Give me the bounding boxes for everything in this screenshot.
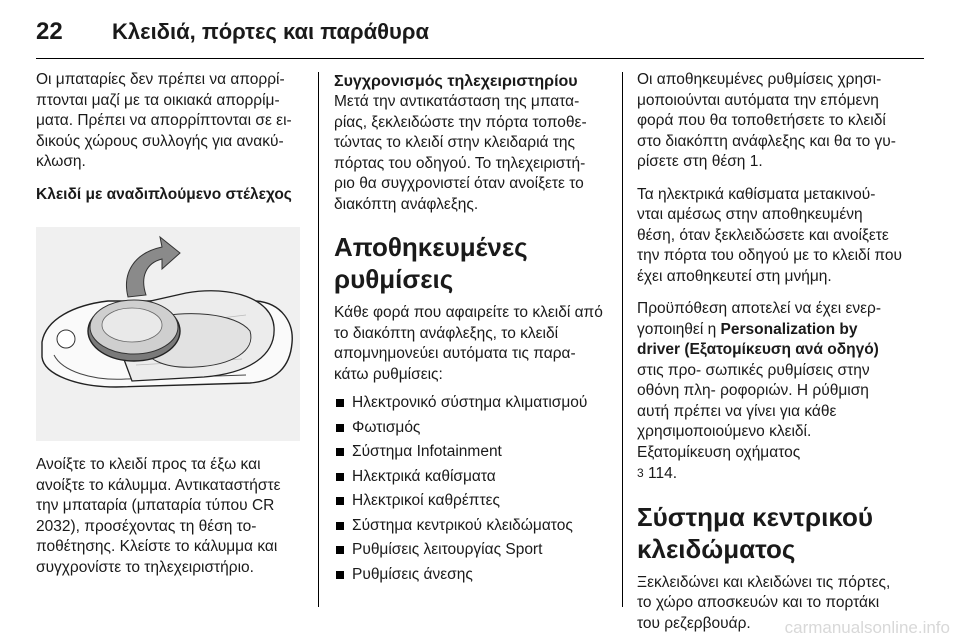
remote-sync-text: Μετά την αντικατάσταση της μπατα- ρίας, ξεκλειδώστε την πόρτα τοποθε- τώντας το κλειδί στην κλειδαριά της πόρτας του οδηγού. Το τηλεχειριστή- ριο θα συγχρονιστεί όταν ανοίξετε το διακόπτη ανάφλεξης. xyxy=(334,93,587,213)
personalization-text-end: στις προ- σωπικές ρυθμίσεις στην οθόνη πλη- ροφοριών. Η ρύθμιση αυτή πρέπει να γίνει για κάθε χρησιμοποιούμενο κλειδί. Εξατομίκευση οχήματος xyxy=(637,361,870,461)
page-title: Κλειδιά, πόρτες και παράθυρα xyxy=(112,19,429,44)
list-item: Σύστημα κεντρικού κλειδώματος xyxy=(334,516,606,537)
list-item: Σύστημα Infotainment xyxy=(334,442,606,463)
column-divider-1 xyxy=(318,72,319,607)
list-item: Ηλεκτρικά καθίσματα xyxy=(334,467,606,488)
triangle-reference-icon: 3 xyxy=(637,466,644,480)
key-battery-illustration xyxy=(36,227,300,441)
stored-settings-text: Κάθε φορά που αφαιρείτε το κλειδί από το διακόπτη ανάφλεξης, το κλειδί απομνημονεύει αυτόματα τις παρα- κάτω ρυθμίσεις: xyxy=(334,304,603,383)
header-divider xyxy=(36,58,924,59)
page-header xyxy=(36,14,429,50)
list-item: Ηλεκτρικοί καθρέπτες xyxy=(334,491,606,512)
remote-sync-heading: Συγχρονισμός τηλεχειριστηρίου xyxy=(334,73,578,90)
column-divider-2 xyxy=(622,72,623,607)
power-seats-text: Τα ηλεκτρικά καθίσματα μετακινού- νται αμέσως στην αποθηκευμένη θέση, όταν ξεκλειδώσετε και ανοίξετε την πόρτα του οδηγού με το κλειδί που έχει αποθηκευτεί στη μνήμη. xyxy=(637,185,902,285)
battery-replacement-text: Ανοίξτε το κλειδί προς τα έξω και ανοίξτε το κάλυμμα. Αντικαταστήστε την μπαταρία (μπαταρία τύπου CR 2032), προσέχοντας τη θέση το- ποθέτησης. Κλείστε το κάλυμμα και συγχρονίστε το τηλεχειριστήριο. xyxy=(36,456,281,576)
page-reference[interactable]: 114. xyxy=(643,465,678,482)
folding-key-subheading: Κλειδί με αναδιπλούμενο στέλεχος xyxy=(36,185,292,203)
key-illustration-svg xyxy=(36,227,300,441)
page-number: 22 xyxy=(36,18,63,45)
central-locking-heading: Σύστημα κεντρικού κλειδώματος xyxy=(637,501,873,564)
stored-settings-list xyxy=(334,393,606,585)
personalization-text-start: Προϋπόθεση αποτελεί να έχει ενερ- γοποιηθεί η xyxy=(637,300,881,338)
watermark: carmanualsonline.info xyxy=(784,618,950,637)
list-item: Ρυθμίσεις λειτουργίας Sport xyxy=(334,540,606,561)
column-3 xyxy=(637,70,903,642)
column-1 xyxy=(36,70,300,590)
personalization-setting-name: Personalization by driver (Εξατομίκευση ανά οδηγό) xyxy=(637,320,879,358)
central-locking-text: Ξεκλειδώνει και κλειδώνει τις πόρτες, το χώρο αποσκευών και το πορτάκι του ρεζερβουάρ. xyxy=(637,573,891,632)
battery-disposal-text: Οι μπαταρίες δεν πρέπει να απορρί- πτονται μαζί με τα οικιακά απορρίμ- ματα. Πρέπει να απορρίπτονται σε ει- δικούς χώρους συλλογής για ανακύ- κλωση. xyxy=(36,71,292,170)
stored-settings-use-text: Οι αποθηκευμένες ρυθμίσεις χρησι- μοποιούνται αυτόματα την επόμενη φορά που θα τοποθετήσετε το κλειδί στο διακόπτη ανάφλεξης και θα το γυ- ρίσετε στη θέση 1. xyxy=(637,71,896,170)
list-item: Ηλεκτρονικό σύστημα κλιματισμού xyxy=(334,393,606,414)
list-item: Ρυθμίσεις άνεσης xyxy=(334,565,606,586)
list-item: Φωτισμός xyxy=(334,418,606,439)
personalization-text xyxy=(637,299,903,485)
stored-settings-heading: Αποθηκευμένες ρυθμίσεις xyxy=(334,232,528,294)
column-2 xyxy=(334,70,606,589)
